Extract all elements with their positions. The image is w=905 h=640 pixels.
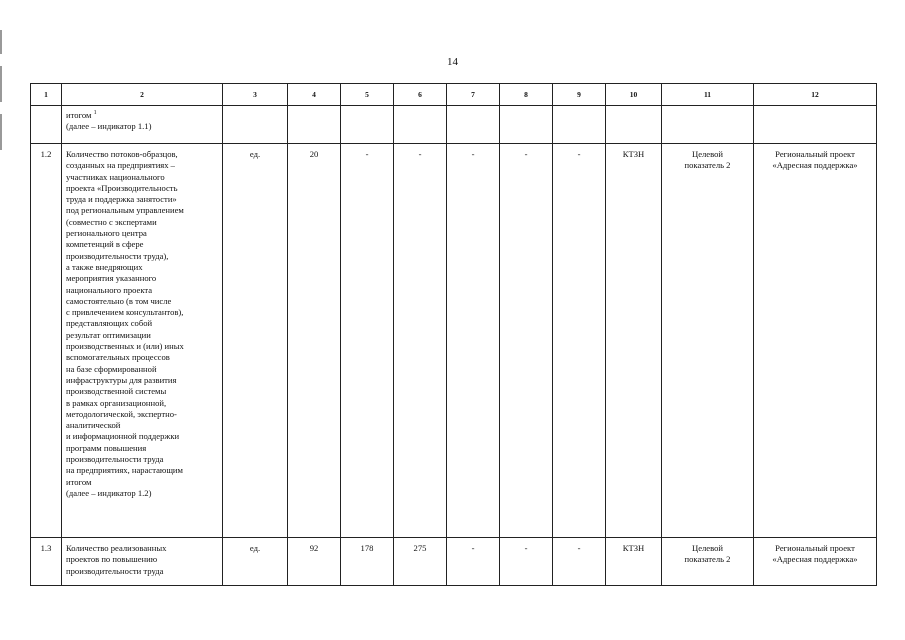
text-line: производительности труда	[66, 454, 164, 465]
text-line: на базе сформированной	[66, 363, 157, 374]
cell-c10	[606, 106, 662, 144]
header-col-4: 4	[288, 84, 341, 106]
text-line: показатель 2	[684, 554, 731, 565]
page-number: 14	[447, 56, 458, 68]
cell-c12	[754, 144, 877, 538]
text-line: результат оптимизации	[66, 329, 151, 340]
text-line: с привлечением консультантов),	[66, 307, 184, 318]
text-line: в рамках организационной,	[66, 397, 167, 408]
text-line: самостоятельно (в том числе	[66, 295, 172, 306]
text-line: мероприятия указанного	[66, 273, 157, 284]
text-line: проектов по повышению	[66, 554, 158, 565]
cell-c11	[662, 538, 754, 586]
text-line: на предприятиях, нарастающим	[66, 465, 183, 476]
cell-c12	[754, 538, 877, 586]
text-line: национального проекта	[66, 284, 153, 295]
cell-c7: -	[447, 538, 500, 586]
cell-c9	[553, 106, 606, 144]
header-col-11: 11	[662, 84, 754, 106]
cell-c7	[447, 106, 500, 144]
cell-c8: -	[500, 538, 553, 586]
table-row-1-2	[31, 144, 877, 538]
cell-unit	[223, 106, 288, 144]
text-line: регионального центра	[66, 228, 147, 239]
text-line: «Адресная поддержка»	[772, 160, 858, 171]
table-row-continuation	[31, 106, 877, 144]
table-row-1-3	[31, 538, 877, 586]
cell-indicator-name	[62, 144, 223, 538]
cell-c4: 20	[288, 144, 341, 538]
text-line: «Адресная поддержка»	[772, 554, 858, 565]
text-line: участниках национального	[66, 171, 165, 182]
cell-c6: -	[394, 144, 447, 538]
cell-c10: КТЗН	[606, 538, 662, 586]
cell-c6	[394, 106, 447, 144]
text-line: Целевой	[691, 543, 724, 553]
cell-c12	[754, 106, 877, 144]
cell-c6: 275	[394, 538, 447, 586]
cell-c9: -	[553, 538, 606, 586]
text-line: программ повышения	[66, 442, 147, 453]
text-line: (далее – индикатор 1.2)	[66, 487, 152, 498]
header-col-3: 3	[223, 84, 288, 106]
header-col-6: 6	[394, 84, 447, 106]
header-col-2: 2	[62, 84, 223, 106]
cell-c10: КТЗН	[606, 144, 662, 538]
scan-edge-mark	[0, 30, 2, 150]
text-line: созданных на предприятиях –	[66, 160, 175, 171]
text-line: Региональный проект	[775, 543, 855, 553]
text-line: итогом	[66, 476, 92, 487]
cell-indicator-name	[62, 106, 223, 144]
cell-c5: 178	[341, 538, 394, 586]
header-col-7: 7	[447, 84, 500, 106]
text-line: (совместно с экспертами	[66, 216, 157, 227]
cell-unit: ед.	[223, 144, 288, 538]
header-col-8: 8	[500, 84, 553, 106]
header-col-1: 1	[31, 84, 62, 106]
header-col-10: 10	[606, 84, 662, 106]
header-row	[31, 84, 877, 106]
text-line: производительности труда	[66, 565, 164, 576]
text-line: аналитической	[66, 420, 121, 431]
cell-indicator-name	[62, 538, 223, 586]
indicator-table	[30, 83, 877, 586]
footnote-mark: 1	[93, 110, 97, 117]
text-line: компетенций в сфере	[66, 239, 144, 250]
text-line: труда и поддержка занятости»	[66, 194, 177, 205]
text-line: а также внедряющих	[66, 261, 143, 272]
text-line: производительности труда),	[66, 250, 169, 261]
cell-c4	[288, 106, 341, 144]
cell-unit: ед.	[223, 538, 288, 586]
text-line: инфраструктуры для развития	[66, 374, 177, 385]
text-line: под региональным управлением	[66, 205, 184, 216]
cell-c5	[341, 106, 394, 144]
text-line: итогом $^1$	[66, 110, 97, 120]
text-line: Количество реализованных	[66, 543, 167, 553]
text-line: представляющих собой	[66, 318, 153, 329]
text-line: (далее – индикатор 1.1)	[66, 121, 152, 132]
text-line: производственной системы	[66, 386, 167, 397]
text-line: Целевой	[691, 149, 724, 159]
text-line: и информационной поддержки	[66, 431, 180, 442]
cell-c5: -	[341, 144, 394, 538]
text-line: показатель 2	[684, 160, 731, 171]
text-line: проекта «Производительность	[66, 182, 178, 193]
header-col-5: 5	[341, 84, 394, 106]
cell-num	[31, 106, 62, 144]
text-line: Региональный проект	[775, 149, 855, 159]
header-col-9: 9	[553, 84, 606, 106]
cell-c9: -	[553, 144, 606, 538]
cell-c8	[500, 106, 553, 144]
cell-c11	[662, 144, 754, 538]
text-line: вспомогательных процессов	[66, 352, 170, 363]
cell-c11	[662, 106, 754, 144]
cell-num: 1.2	[31, 144, 62, 538]
cell-c7: -	[447, 144, 500, 538]
text-line: Количество потоков-образцов,	[66, 149, 178, 159]
cell-num: 1.3	[31, 538, 62, 586]
text-line: производственных и (или) иных	[66, 341, 184, 352]
cell-c4: 92	[288, 538, 341, 586]
header-col-12: 12	[754, 84, 877, 106]
cell-c8: -	[500, 144, 553, 538]
text-line: методологической, экспертно-	[66, 408, 177, 419]
